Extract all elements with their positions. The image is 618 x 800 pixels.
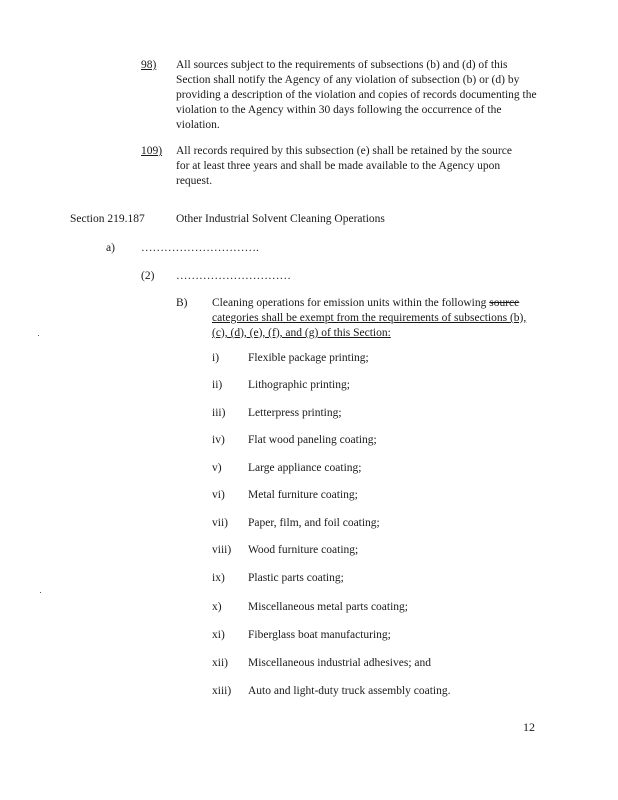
section-title: Other Industrial Solvent Cleaning Operations <box>176 213 385 225</box>
subsection-a-ellipsis: …………………………. <box>141 242 259 254</box>
list-item-number: ii) <box>212 379 223 391</box>
paragraph-text-109: All records required by this subsection (e) shall be retained by the source for at least three years and shall be made available to the Agency upon request. <box>176 145 512 187</box>
page-number: 12 <box>523 720 535 734</box>
scan-speck <box>38 335 39 336</box>
paragraph-number-98: 98) <box>141 59 157 71</box>
list-item-text: Large appliance coating; <box>248 462 362 474</box>
list-item-number: xiii) <box>212 685 232 697</box>
subsection-b-text <box>212 296 530 341</box>
section-number: Section 219.187 <box>70 213 145 225</box>
scan-speck <box>40 592 41 593</box>
list-item-number: v) <box>212 462 222 474</box>
list-item-text: Plastic parts coating; <box>248 572 344 584</box>
subsection-2-ellipsis: ………………………… <box>176 270 291 282</box>
list-item-number: vi) <box>212 489 225 501</box>
list-item-text: Paper, film, and foil coating; <box>248 517 380 529</box>
struck-word: source <box>489 297 520 309</box>
list-item-number: iv) <box>212 434 225 446</box>
subsection-b-text-part1: Cleaning operations for emission units within the following <box>212 297 487 309</box>
list-item-text: Letterpress printing; <box>248 407 342 419</box>
list-item-number: iii) <box>212 407 226 419</box>
list-item-text: Miscellaneous industrial adhesives; and <box>248 657 432 669</box>
list-item-number: xii) <box>212 657 228 669</box>
list-item-number: i) <box>212 352 220 364</box>
paragraph-number-109: 109) <box>141 145 163 157</box>
list-item-number: xi) <box>212 629 225 641</box>
list-item-number: vii) <box>212 517 228 529</box>
subsection-2-label: (2) <box>141 270 155 282</box>
subsection-a-label: a) <box>106 242 115 254</box>
list-item-text: Flat wood paneling coating; <box>248 434 377 446</box>
list-item-text: Flexible package printing; <box>248 352 369 364</box>
list-item-number: viii) <box>212 544 232 556</box>
list-item-number: x) <box>212 601 222 613</box>
list-item-number: ix) <box>212 572 225 584</box>
list-item-text: Metal furniture coating; <box>248 489 358 501</box>
list-item-text: Wood furniture coating; <box>248 544 359 556</box>
list-item-text: Miscellaneous metal parts coating; <box>248 601 408 613</box>
list-item-text: Fiberglass boat manufacturing; <box>248 629 391 641</box>
list-item-text: Auto and light-duty truck assembly coating. <box>248 685 451 697</box>
subsection-b-text-part2: categories shall be exempt from the requirements of subsections (b), (c), (d), (e), (f), and (g) of this Section: <box>212 312 527 339</box>
paragraph-text-98: All sources subject to the requirements of subsections (b) and (d) of this Section shall notify the Agency of any violation of subsection (b) or (d) by providing a description of the violation and copies of records documenting the violation to the Agency within 30 days following the occurrence of the violation. <box>176 59 537 131</box>
list-item-text: Lithographic printing; <box>248 379 350 391</box>
subsection-b-label: B) <box>176 297 188 309</box>
